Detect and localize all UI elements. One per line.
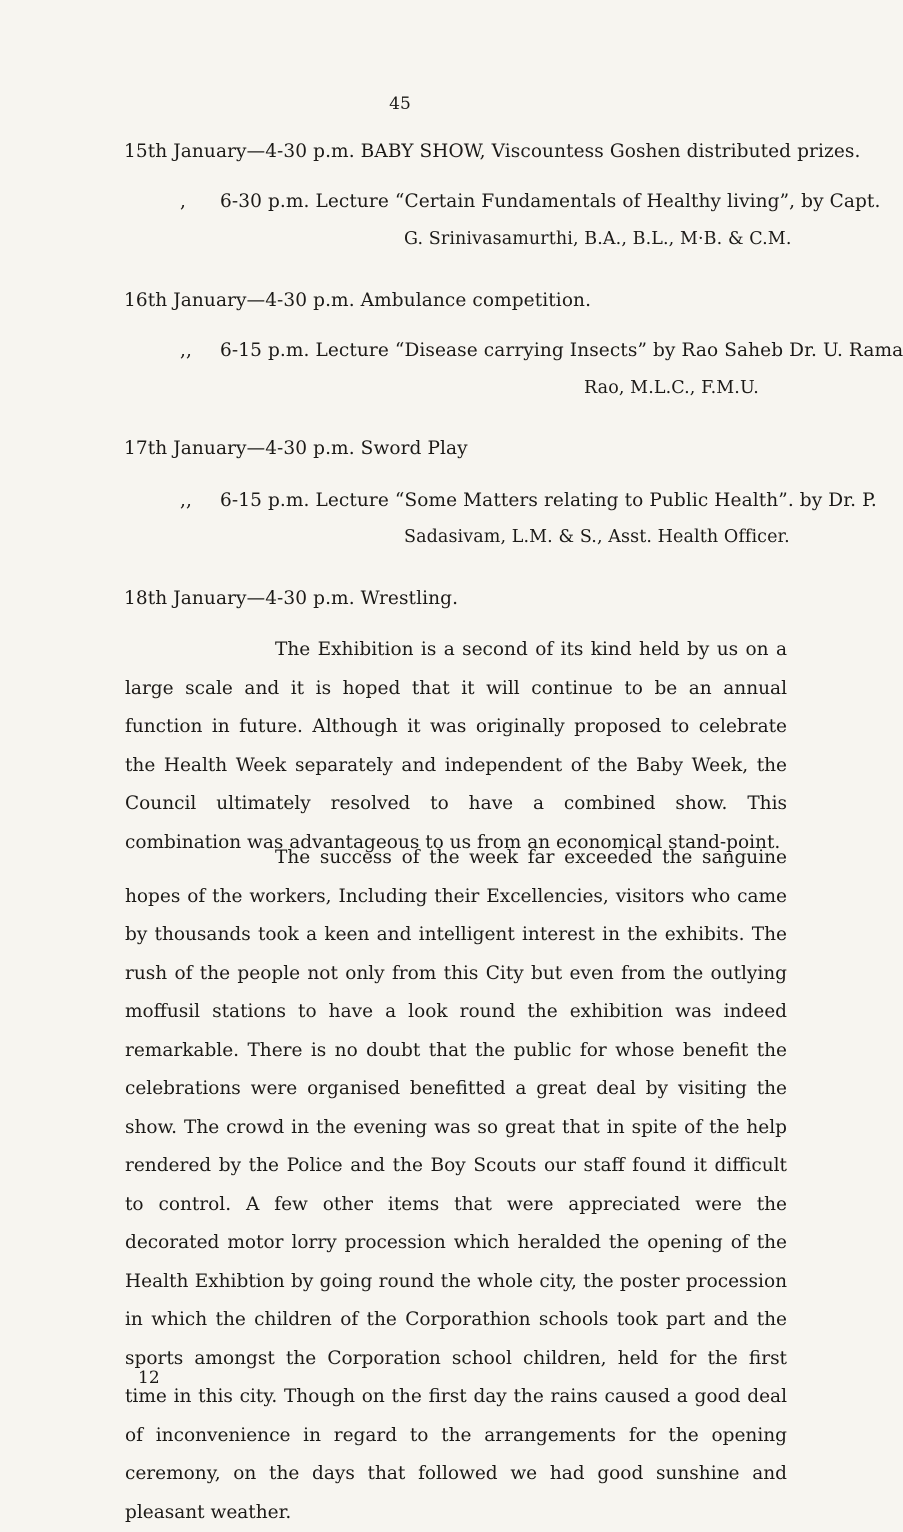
entry-event: Lecture “Some Matters relating to Public Health”. by Dr. P. [315, 490, 877, 511]
entry-event: Lecture “Certain Fundamentals of Healthy living”, by Capt. [315, 191, 881, 212]
ditto-mark: , [180, 191, 186, 212]
entry-time: 6-15 p.m. [220, 340, 310, 361]
entry-time: 4-30 p.m. [265, 141, 355, 162]
entry-date: 18th January [124, 588, 247, 609]
entry-date: 16th January [124, 290, 247, 311]
entry-event: Lecture “Disease carrying Insects” by Rao Saheb Dr. U. Rama [315, 340, 903, 361]
entry-continuation: G. Srinivasamurthi, B.A., B.L., M·B. & C.M. [404, 229, 792, 249]
entry-date: 17th January [124, 438, 247, 459]
entry-event: Ambulance competition. [360, 290, 592, 311]
ditto-mark: ,, [180, 490, 192, 511]
schedule-entry [180, 340, 903, 361]
entry-event: Wrestling. [360, 588, 459, 609]
entry-time: 4-30 p.m. [265, 438, 355, 459]
paragraph: The success of the week far exceeded the sanguine hopes of the workers, Including their Excellencies, visitors who came by thousands took a keen and intelligent interest in the exhibits. The rush of the people not only from this City but even from the outlying moffusil stations to have a look round the exhibition was indeed remarkable. There is no doubt that the public for whose benefit the celebrations were organised benefitted a great deal by visiting the show. The crowd in the evening was so great that in spite of the help rendered by the Police and the Boy Scouts our staff found it difficult to control. A few other items that were appreciated were the decorated motor lorry procession which heralded the opening of the Health Exhibtion by going round the whole city, the poster procession in which the children of the Corporathion schools took part and the sports amongst the Corporation school children, held for the first time in this city. Though on the first day the rains caused a good deal of inconvenience in regard to the arrangements for the opening ceremony, on the days that followed we had good sunshine and pleasant weather. [125, 847, 787, 1523]
entry-time: 4-30 p.m. [265, 588, 355, 609]
entry-time: 4-30 p.m. [265, 290, 355, 311]
schedule-entry: 16th January—4-30 p.m. Ambulance competition. [124, 290, 592, 311]
schedule-entry: 15th January—4-30 p.m. BABY SHOW, Viscountess Goshen distributed prizes. [124, 141, 861, 162]
entry-continuation: Sadasivam, L.M. & S., Asst. Health Officer. [404, 527, 790, 547]
page-number: 45 [389, 94, 411, 114]
entry-time: 6-30 p.m. [220, 191, 310, 212]
ditto-mark: ,, [180, 340, 192, 361]
schedule-entry: 18th January—4-30 p.m. Wrestling. [124, 588, 459, 609]
entry-event: BABY SHOW, Viscountess Goshen distributed prizes. [360, 141, 861, 162]
entry-continuation: Rao, M.L.C., F.M.U. [584, 378, 759, 398]
schedule-entry [180, 191, 880, 212]
footer-number: 12 [138, 1368, 160, 1388]
paragraph: The Exhibition is a second of its kind held by us on a large scale and it is hoped that it will continue to be an annual function in future. Although it was originally proposed to celebrate the Health Week separately and independent of the Baby Week, the Council ultimately resolved to have a combined show. This combination was advantageous to us from an economical stand-point. [125, 639, 787, 853]
schedule-entry: 17th January—4-30 p.m. Sword Play [124, 438, 468, 459]
entry-time: 6-15 p.m. [220, 490, 310, 511]
entry-event: Sword Play [360, 438, 468, 459]
entry-date: 15th January [124, 141, 247, 162]
schedule-entry [180, 490, 877, 511]
